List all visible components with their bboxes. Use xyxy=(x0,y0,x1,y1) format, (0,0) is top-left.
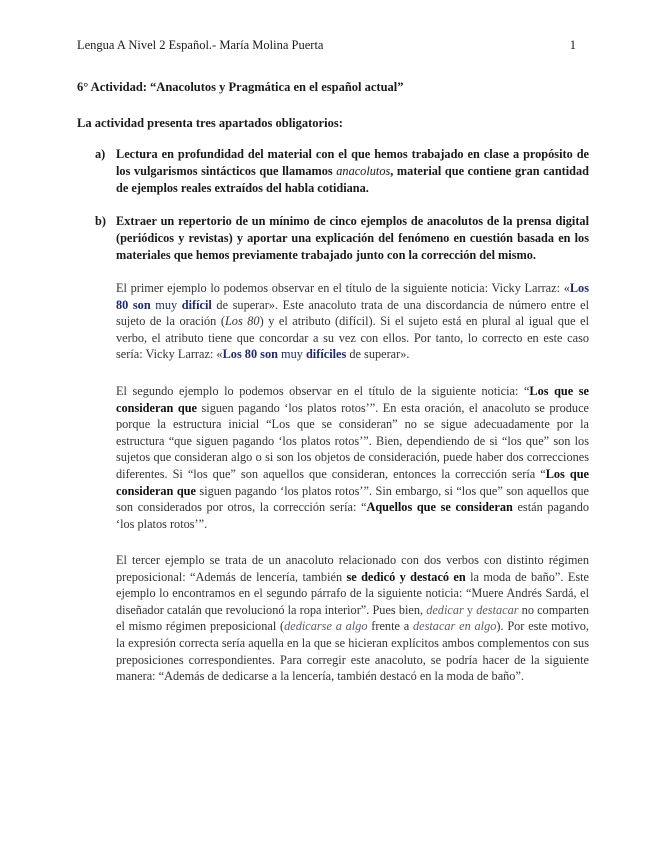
list-item-label: b) xyxy=(95,214,106,228)
list-item-b xyxy=(95,213,589,264)
paragraph-example-1: El primer ejemplo lo podemos observar en el título de la siguiente noticia: Vicky Larraz: «Los 80 son muy difícil de superar». Este anacoluto trata de una discordancia de número entre el sujeto de la oración (Los 80) y el atributo (difícil). Si el sujeto está en plural al igual que el verbo, el atributo tiene que concordar a su vez con ellos. Por tanto, lo correcto en este caso sería: Vicky Larraz: «Los 80 son muy difíciles de superar». xyxy=(116,281,590,362)
list-item-a xyxy=(95,146,589,197)
activity-title: 6° Actividad: “Anacolutos y Pragmática en el español actual” xyxy=(77,80,404,94)
page-number: 1 xyxy=(569,38,576,52)
activity-intro: La actividad presenta tres apartados obligatorios: xyxy=(77,116,343,130)
page-header xyxy=(77,38,578,53)
list-item-text: Lectura en profundidad del material con el que hemos trabajado en clase a propósito de los vulgarismos sintácticos que llamamos anacolutos, material que contiene gran cantidad de ejemplos reales extraídos del habla cotidiana. xyxy=(116,147,589,195)
header-author: Lengua A Nivel 2 Español.- María Molina Puerta xyxy=(77,38,324,52)
list-item-text: Extraer un repertorio de un mínimo de cinco ejemplos de anacolutos de la prensa digital (periódicos y revistas) y aportar una explicación del fenómeno en cuestión basada en los materiales que hemos previamente trabajado junto con la corrección del mismo. xyxy=(116,214,589,262)
list-item-label: a) xyxy=(95,147,106,161)
paragraph-example-3: El tercer ejemplo se trata de un anacoluto relacionado con dos verbos con distinto régimen preposicional: “Además de lencería, también se dedicó y destacó en la moda de baño”. Este ejemplo lo encontramos en el segundo párrafo de la siguiente noticia: “Muere Andrés Sardá, el diseñador catalán que revolucionó la ropa interior”. Pues bien, dedicar y destacar no comparten el mismo régimen preposicional (dedicarse a algo frente a destacar en algo). Por este motivo, la expresión correcta sería aquella en la que se hicieran explícitos ambos complementos con sus preposiciones correspondientes. Para corregir este anacoluto, se podría hacer de la siguiente manera: “Además de dedicarse a la lencería, también destacó en la moda de baño”. xyxy=(116,553,590,684)
paragraph-example-2: El segundo ejemplo lo podemos observar en el título de la siguiente noticia: “Los que se consideran que siguen pagando ‘los platos rotos’”. En esta oración, el anacoluto se produce porque la estructura inicial “Los que se consideran” no se sigue adecuadamente por la estructura “que siguen pagando ‘los platos rotos’”. Bien, dependiendo de si “los que” son los sujetos que consideran algo o si son los objetos de consideración, puede haber dos correcciones diferentes. Si “los que” son aquellos que consideran, entonces la corrección sería “Los que consideran que siguen pagando ‘los platos rotos’”. Sin embargo, si “los que” son aquellos que son considerados por otros, la corrección sería: “Aquellos que se consideran están pagando ‘los platos rotos’”. xyxy=(116,384,590,531)
